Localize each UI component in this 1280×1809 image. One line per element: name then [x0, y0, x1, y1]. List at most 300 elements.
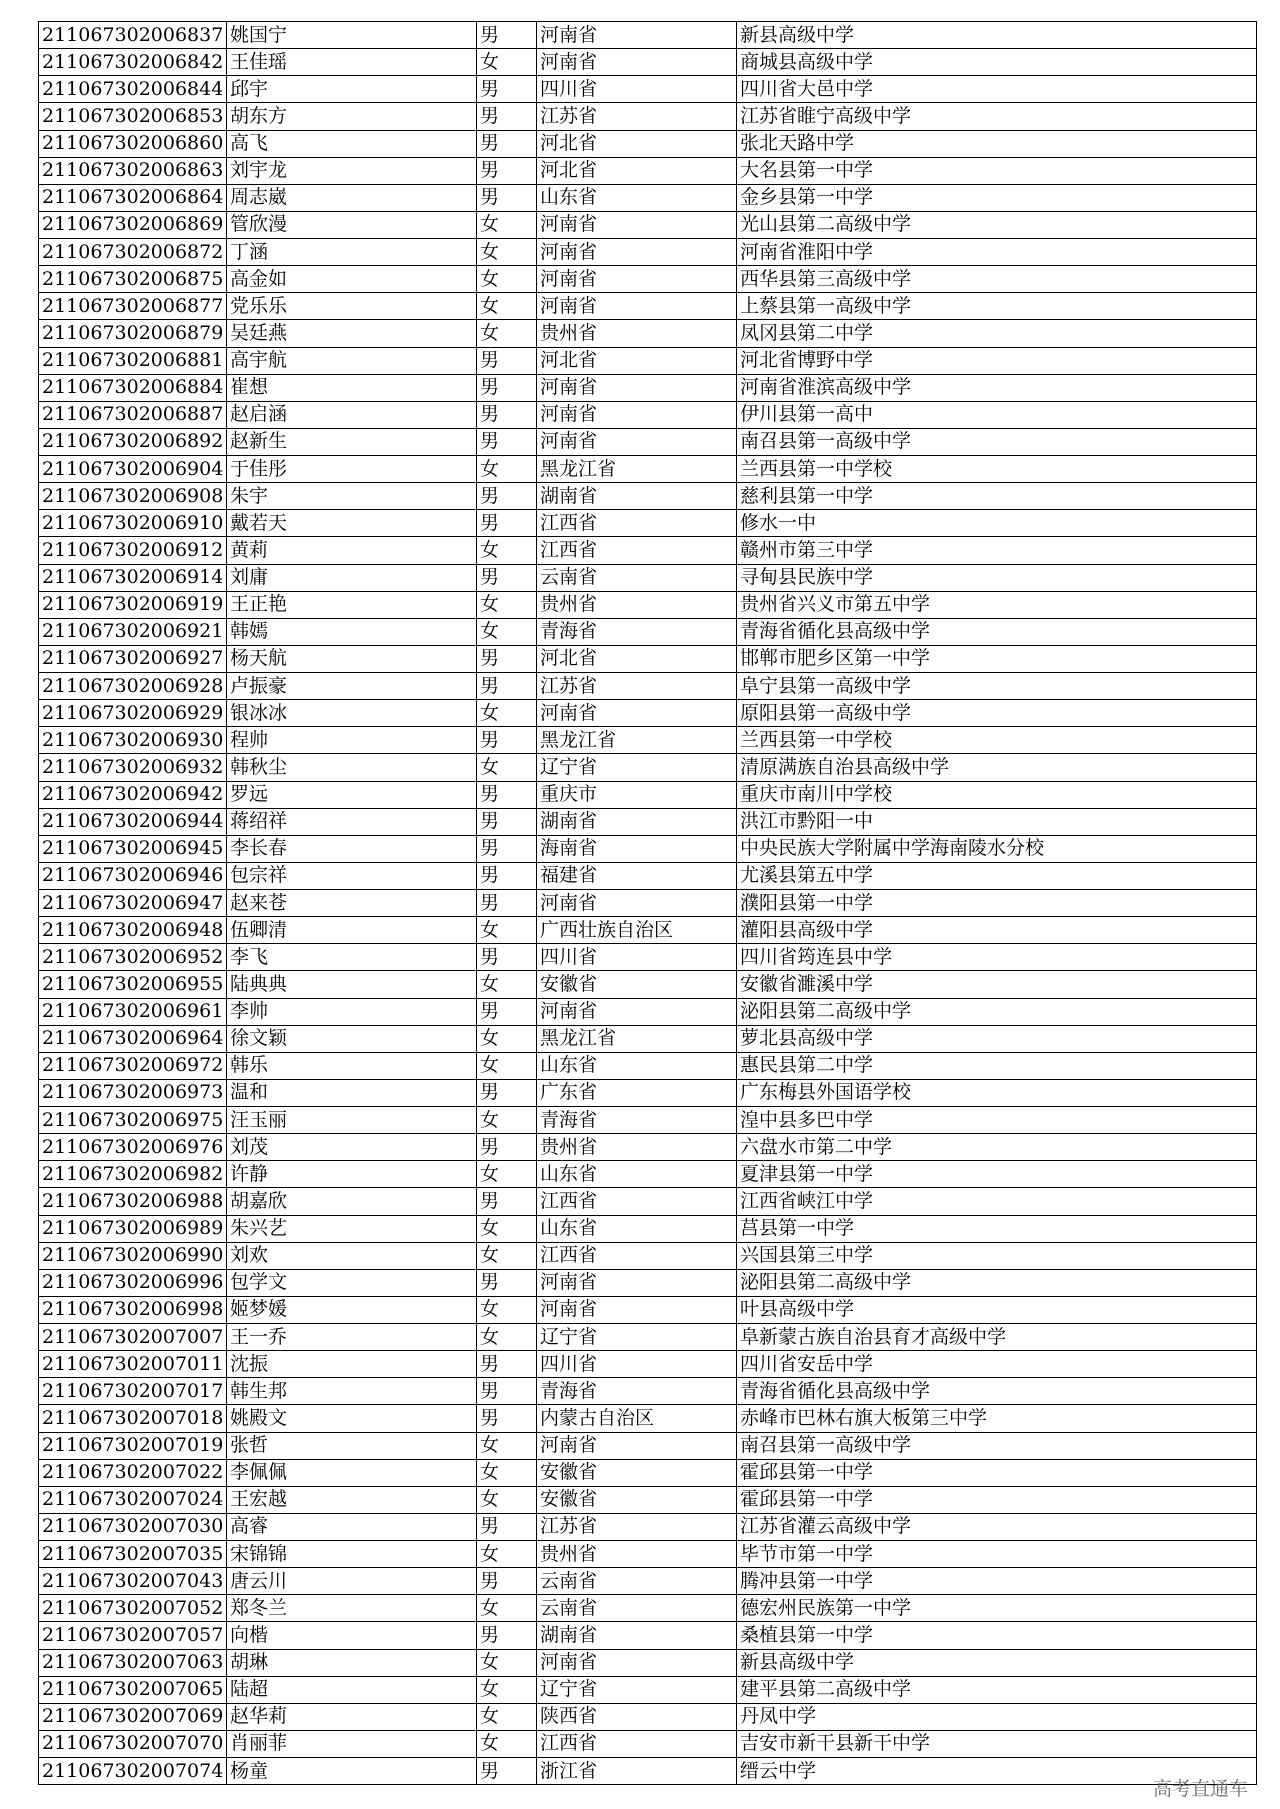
exam-id-cell: 211067302006961 — [39, 998, 227, 1025]
name-cell: 高睿 — [227, 1513, 477, 1540]
table-row — [39, 103, 1257, 130]
name-cell: 王一乔 — [227, 1324, 477, 1351]
name-cell: 银冰冰 — [227, 700, 477, 727]
school-cell: 江苏省灌云高级中学 — [737, 1513, 1257, 1540]
exam-id-cell: 211067302007063 — [39, 1649, 227, 1676]
table-row — [39, 1079, 1257, 1106]
exam-id-cell: 211067302006973 — [39, 1079, 227, 1106]
province-cell: 安徽省 — [537, 971, 737, 998]
school-cell: 泌阳县第二高级中学 — [737, 1269, 1257, 1296]
exam-id-cell: 211067302006869 — [39, 211, 227, 238]
province-cell: 山东省 — [537, 1161, 737, 1188]
table-row — [39, 1405, 1257, 1432]
school-cell: 青海省循化县高级中学 — [737, 1378, 1257, 1405]
table-row — [39, 320, 1257, 347]
exam-id-cell: 211067302007065 — [39, 1676, 227, 1703]
exam-id-cell: 211067302006929 — [39, 700, 227, 727]
name-cell: 伍卿清 — [227, 917, 477, 944]
exam-id-cell: 211067302006928 — [39, 673, 227, 700]
gender-cell: 男 — [477, 1622, 537, 1649]
school-cell: 建平县第二高级中学 — [737, 1676, 1257, 1703]
province-cell: 河北省 — [537, 347, 737, 374]
province-cell: 河南省 — [537, 211, 737, 238]
watermark: 高考直通车 — [1152, 1778, 1248, 1800]
table-row — [39, 971, 1257, 998]
province-cell: 江苏省 — [537, 673, 737, 700]
name-cell: 朱宇 — [227, 483, 477, 510]
name-cell: 高飞 — [227, 130, 477, 157]
gender-cell: 女 — [477, 239, 537, 266]
gender-cell: 女 — [477, 49, 537, 76]
name-cell: 王宏越 — [227, 1486, 477, 1513]
exam-id-cell: 211067302007074 — [39, 1758, 227, 1785]
table-row — [39, 266, 1257, 293]
province-cell: 山东省 — [537, 184, 737, 211]
gender-cell: 女 — [477, 1703, 537, 1730]
province-cell: 陕西省 — [537, 1703, 737, 1730]
gender-cell: 女 — [477, 1676, 537, 1703]
province-cell: 河北省 — [537, 157, 737, 184]
table-row — [39, 1052, 1257, 1079]
gender-cell: 女 — [477, 1459, 537, 1486]
name-cell: 李长春 — [227, 835, 477, 862]
gender-cell: 女 — [477, 700, 537, 727]
exam-id-cell: 211067302006998 — [39, 1296, 227, 1323]
province-cell: 重庆市 — [537, 781, 737, 808]
school-cell: 赤峰市巴林右旗大板第三中学 — [737, 1405, 1257, 1432]
exam-id-cell: 211067302006976 — [39, 1134, 227, 1161]
gender-cell: 男 — [477, 727, 537, 754]
table-row — [39, 1134, 1257, 1161]
name-cell: 赵新生 — [227, 428, 477, 455]
exam-id-cell: 211067302006972 — [39, 1052, 227, 1079]
name-cell: 陆超 — [227, 1676, 477, 1703]
gender-cell: 男 — [477, 347, 537, 374]
gender-cell: 女 — [477, 1432, 537, 1459]
province-cell: 河南省 — [537, 1269, 737, 1296]
exam-id-cell: 211067302007024 — [39, 1486, 227, 1513]
table-row — [39, 835, 1257, 862]
school-cell: 河北省博野中学 — [737, 347, 1257, 374]
province-cell: 河南省 — [537, 266, 737, 293]
table-row — [39, 456, 1257, 483]
exam-id-cell: 211067302007019 — [39, 1432, 227, 1459]
gender-cell: 女 — [477, 456, 537, 483]
exam-id-cell: 211067302006853 — [39, 103, 227, 130]
province-cell: 四川省 — [537, 944, 737, 971]
school-cell: 金乡县第一中学 — [737, 184, 1257, 211]
name-cell: 韩秋尘 — [227, 754, 477, 781]
table-row — [39, 1188, 1257, 1215]
name-cell: 唐云川 — [227, 1568, 477, 1595]
name-cell: 周志崴 — [227, 184, 477, 211]
school-cell: 叶县高级中学 — [737, 1296, 1257, 1323]
name-cell: 汪玉丽 — [227, 1107, 477, 1134]
province-cell: 河南省 — [537, 374, 737, 401]
gender-cell: 男 — [477, 76, 537, 103]
gender-cell: 女 — [477, 211, 537, 238]
gender-cell: 女 — [477, 1107, 537, 1134]
gender-cell: 男 — [477, 1079, 537, 1106]
table-row — [39, 862, 1257, 889]
province-cell: 河北省 — [537, 645, 737, 672]
table-row — [39, 1649, 1257, 1676]
school-cell: 中央民族大学附属中学海南陵水分校 — [737, 835, 1257, 862]
school-cell: 河南省淮滨高级中学 — [737, 374, 1257, 401]
province-cell: 广东省 — [537, 1079, 737, 1106]
province-cell: 山东省 — [537, 1215, 737, 1242]
table-row — [39, 401, 1257, 428]
gender-cell: 男 — [477, 1188, 537, 1215]
gender-cell: 女 — [477, 917, 537, 944]
gender-cell: 女 — [477, 293, 537, 320]
name-cell: 于佳彤 — [227, 456, 477, 483]
gender-cell: 男 — [477, 998, 537, 1025]
table-row — [39, 564, 1257, 591]
name-cell: 包学文 — [227, 1269, 477, 1296]
province-cell: 青海省 — [537, 618, 737, 645]
province-cell: 河南省 — [537, 1649, 737, 1676]
gender-cell: 男 — [477, 374, 537, 401]
school-cell: 尤溪县第五中学 — [737, 862, 1257, 889]
gender-cell: 女 — [477, 754, 537, 781]
school-cell: 重庆市南川中学校 — [737, 781, 1257, 808]
gender-cell: 女 — [477, 1486, 537, 1513]
exam-id-cell: 211067302007070 — [39, 1730, 227, 1757]
school-cell: 西华县第三高级中学 — [737, 266, 1257, 293]
table-row — [39, 1351, 1257, 1378]
name-cell: 包宗祥 — [227, 862, 477, 889]
school-cell: 惠民县第二中学 — [737, 1052, 1257, 1079]
school-cell: 六盘水市第二中学 — [737, 1134, 1257, 1161]
province-cell: 四川省 — [537, 76, 737, 103]
exam-id-cell: 211067302006892 — [39, 428, 227, 455]
exam-id-cell: 211067302007052 — [39, 1595, 227, 1622]
gender-cell: 男 — [477, 157, 537, 184]
name-cell: 赵来苍 — [227, 890, 477, 917]
gender-cell: 男 — [477, 1568, 537, 1595]
province-cell: 福建省 — [537, 862, 737, 889]
name-cell: 赵华莉 — [227, 1703, 477, 1730]
exam-id-cell: 211067302006875 — [39, 266, 227, 293]
province-cell: 江西省 — [537, 510, 737, 537]
table-row — [39, 1242, 1257, 1269]
table-row — [39, 1161, 1257, 1188]
table-row — [39, 1486, 1257, 1513]
table-row — [39, 483, 1257, 510]
name-cell: 卢振豪 — [227, 673, 477, 700]
table-row — [39, 49, 1257, 76]
school-cell: 原阳县第一高级中学 — [737, 700, 1257, 727]
province-cell: 江西省 — [537, 537, 737, 564]
name-cell: 刘欢 — [227, 1242, 477, 1269]
exam-id-cell: 211067302006932 — [39, 754, 227, 781]
table-row — [39, 1025, 1257, 1052]
school-cell: 青海省循化县高级中学 — [737, 618, 1257, 645]
gender-cell: 男 — [477, 944, 537, 971]
province-cell: 河南省 — [537, 239, 737, 266]
exam-id-cell: 211067302006952 — [39, 944, 227, 971]
exam-id-cell: 211067302007011 — [39, 1351, 227, 1378]
gender-cell: 女 — [477, 1595, 537, 1622]
province-cell: 黑龙江省 — [537, 456, 737, 483]
name-cell: 许静 — [227, 1161, 477, 1188]
name-cell: 刘茂 — [227, 1134, 477, 1161]
exam-id-cell: 211067302006842 — [39, 49, 227, 76]
province-cell: 河南省 — [537, 998, 737, 1025]
table-row — [39, 917, 1257, 944]
name-cell: 李帅 — [227, 998, 477, 1025]
name-cell: 蒋绍祥 — [227, 808, 477, 835]
province-cell: 青海省 — [537, 1378, 737, 1405]
table-row — [39, 1622, 1257, 1649]
gender-cell: 男 — [477, 510, 537, 537]
exam-id-cell: 211067302006975 — [39, 1107, 227, 1134]
province-cell: 河南省 — [537, 49, 737, 76]
name-cell: 丁涵 — [227, 239, 477, 266]
table-row — [39, 1513, 1257, 1540]
school-cell: 桑植县第一中学 — [737, 1622, 1257, 1649]
exam-id-cell: 211067302006948 — [39, 917, 227, 944]
gender-cell: 女 — [477, 266, 537, 293]
gender-cell: 女 — [477, 537, 537, 564]
table-row — [39, 184, 1257, 211]
table-row — [39, 890, 1257, 917]
table-row — [39, 1215, 1257, 1242]
province-cell: 河南省 — [537, 401, 737, 428]
school-cell: 南召县第一高级中学 — [737, 428, 1257, 455]
school-cell: 南召县第一高级中学 — [737, 1432, 1257, 1459]
province-cell: 云南省 — [537, 1595, 737, 1622]
name-cell: 王佳瑶 — [227, 49, 477, 76]
name-cell: 崔想 — [227, 374, 477, 401]
table-row — [39, 645, 1257, 672]
province-cell: 浙江省 — [537, 1758, 737, 1785]
exam-id-cell: 211067302006982 — [39, 1161, 227, 1188]
exam-id-cell: 211067302006947 — [39, 890, 227, 917]
gender-cell: 男 — [477, 1351, 537, 1378]
province-cell: 黑龙江省 — [537, 727, 737, 754]
gender-cell: 女 — [477, 1296, 537, 1323]
exam-id-cell: 211067302006904 — [39, 456, 227, 483]
gender-cell: 女 — [477, 1025, 537, 1052]
school-cell: 萝北县高级中学 — [737, 1025, 1257, 1052]
gender-cell: 男 — [477, 890, 537, 917]
province-cell: 湖南省 — [537, 808, 737, 835]
school-cell: 邯郸市肥乡区第一中学 — [737, 645, 1257, 672]
student-roster-table — [38, 21, 1257, 1785]
name-cell: 肖丽菲 — [227, 1730, 477, 1757]
exam-id-cell: 211067302007018 — [39, 1405, 227, 1432]
exam-id-cell: 211067302007030 — [39, 1513, 227, 1540]
exam-id-cell: 211067302006927 — [39, 645, 227, 672]
province-cell: 江苏省 — [537, 1513, 737, 1540]
school-cell: 贵州省兴义市第五中学 — [737, 591, 1257, 618]
gender-cell: 男 — [477, 1405, 537, 1432]
table-row — [39, 754, 1257, 781]
school-cell: 湟中县多巴中学 — [737, 1107, 1257, 1134]
province-cell: 山东省 — [537, 1052, 737, 1079]
exam-id-cell: 211067302006945 — [39, 835, 227, 862]
exam-id-cell: 211067302006921 — [39, 618, 227, 645]
name-cell: 刘庸 — [227, 564, 477, 591]
gender-cell: 女 — [477, 1215, 537, 1242]
gender-cell: 男 — [477, 835, 537, 862]
table-row — [39, 944, 1257, 971]
gender-cell: 女 — [477, 1242, 537, 1269]
gender-cell: 男 — [477, 103, 537, 130]
table-row — [39, 347, 1257, 374]
table-row — [39, 130, 1257, 157]
table-row — [39, 1432, 1257, 1459]
province-cell: 河南省 — [537, 1296, 737, 1323]
school-cell: 伊川县第一高中 — [737, 401, 1257, 428]
exam-id-cell: 211067302006996 — [39, 1269, 227, 1296]
school-cell: 兴国县第三中学 — [737, 1242, 1257, 1269]
school-cell: 腾冲县第一中学 — [737, 1568, 1257, 1595]
gender-cell: 女 — [477, 1161, 537, 1188]
gender-cell: 男 — [477, 130, 537, 157]
name-cell: 韩乐 — [227, 1052, 477, 1079]
name-cell: 刘宇龙 — [227, 157, 477, 184]
exam-id-cell: 211067302006912 — [39, 537, 227, 564]
table-row — [39, 1269, 1257, 1296]
exam-id-cell: 211067302007069 — [39, 1703, 227, 1730]
name-cell: 杨童 — [227, 1758, 477, 1785]
name-cell: 王正艳 — [227, 591, 477, 618]
school-cell: 江西省峡江中学 — [737, 1188, 1257, 1215]
name-cell: 沈振 — [227, 1351, 477, 1378]
gender-cell: 男 — [477, 22, 537, 49]
school-cell: 四川省大邑中学 — [737, 76, 1257, 103]
name-cell: 高宇航 — [227, 347, 477, 374]
school-cell: 张北天路中学 — [737, 130, 1257, 157]
school-cell: 大名县第一中学 — [737, 157, 1257, 184]
school-cell: 缙云中学 — [737, 1758, 1257, 1785]
table-row — [39, 808, 1257, 835]
exam-id-cell: 211067302006946 — [39, 862, 227, 889]
table-row — [39, 1541, 1257, 1568]
province-cell: 贵州省 — [537, 1541, 737, 1568]
exam-id-cell: 211067302006879 — [39, 320, 227, 347]
province-cell: 安徽省 — [537, 1486, 737, 1513]
name-cell: 邱宇 — [227, 76, 477, 103]
name-cell: 向楷 — [227, 1622, 477, 1649]
gender-cell: 女 — [477, 591, 537, 618]
table-row — [39, 727, 1257, 754]
table-row — [39, 428, 1257, 455]
province-cell: 江西省 — [537, 1730, 737, 1757]
exam-id-cell: 211067302007017 — [39, 1378, 227, 1405]
table-row — [39, 1324, 1257, 1351]
school-cell: 灌阳县高级中学 — [737, 917, 1257, 944]
province-cell: 河南省 — [537, 293, 737, 320]
table-row — [39, 591, 1257, 618]
exam-id-cell: 211067302006844 — [39, 76, 227, 103]
school-cell: 凤冈县第二中学 — [737, 320, 1257, 347]
exam-id-cell: 211067302006930 — [39, 727, 227, 754]
school-cell: 四川省筠连县中学 — [737, 944, 1257, 971]
gender-cell: 男 — [477, 1269, 537, 1296]
school-cell: 商城县高级中学 — [737, 49, 1257, 76]
school-cell: 吉安市新干县新干中学 — [737, 1730, 1257, 1757]
province-cell: 贵州省 — [537, 1134, 737, 1161]
school-cell: 濮阳县第一中学 — [737, 890, 1257, 917]
name-cell: 韩生邦 — [227, 1378, 477, 1405]
school-cell: 德宏州民族第一中学 — [737, 1595, 1257, 1622]
exam-id-cell: 211067302006944 — [39, 808, 227, 835]
province-cell: 贵州省 — [537, 591, 737, 618]
table-row — [39, 1730, 1257, 1757]
name-cell: 黄莉 — [227, 537, 477, 564]
exam-id-cell: 211067302006860 — [39, 130, 227, 157]
gender-cell: 男 — [477, 862, 537, 889]
name-cell: 胡东方 — [227, 103, 477, 130]
roster-body — [39, 22, 1257, 1785]
exam-id-cell: 211067302006877 — [39, 293, 227, 320]
exam-id-cell: 211067302006989 — [39, 1215, 227, 1242]
province-cell: 湖南省 — [537, 1622, 737, 1649]
exam-id-cell: 211067302006990 — [39, 1242, 227, 1269]
gender-cell: 男 — [477, 428, 537, 455]
school-cell: 霍邱县第一中学 — [737, 1459, 1257, 1486]
table-row — [39, 510, 1257, 537]
table-row — [39, 157, 1257, 184]
province-cell: 黑龙江省 — [537, 1025, 737, 1052]
exam-id-cell: 211067302006837 — [39, 22, 227, 49]
school-cell: 光山县第二高级中学 — [737, 211, 1257, 238]
province-cell: 四川省 — [537, 1351, 737, 1378]
table-row — [39, 76, 1257, 103]
table-row — [39, 1676, 1257, 1703]
name-cell: 张哲 — [227, 1432, 477, 1459]
exam-id-cell: 211067302006919 — [39, 591, 227, 618]
province-cell: 河南省 — [537, 700, 737, 727]
school-cell: 河南省淮阳中学 — [737, 239, 1257, 266]
exam-id-cell: 211067302006884 — [39, 374, 227, 401]
name-cell: 党乐乐 — [227, 293, 477, 320]
exam-id-cell: 211067302006887 — [39, 401, 227, 428]
province-cell: 云南省 — [537, 1568, 737, 1595]
gender-cell: 男 — [477, 1378, 537, 1405]
exam-id-cell: 211067302006964 — [39, 1025, 227, 1052]
name-cell: 宋锦锦 — [227, 1541, 477, 1568]
school-cell: 莒县第一中学 — [737, 1215, 1257, 1242]
province-cell: 辽宁省 — [537, 1324, 737, 1351]
exam-id-cell: 211067302007007 — [39, 1324, 227, 1351]
province-cell: 内蒙古自治区 — [537, 1405, 737, 1432]
gender-cell: 男 — [477, 1758, 537, 1785]
name-cell: 姚殿文 — [227, 1405, 477, 1432]
province-cell: 安徽省 — [537, 1459, 737, 1486]
gender-cell: 男 — [477, 1134, 537, 1161]
province-cell: 辽宁省 — [537, 754, 737, 781]
name-cell: 韩嫣 — [227, 618, 477, 645]
table-row — [39, 1595, 1257, 1622]
table-row — [39, 673, 1257, 700]
exam-id-cell: 211067302006910 — [39, 510, 227, 537]
province-cell: 河南省 — [537, 428, 737, 455]
gender-cell: 女 — [477, 1052, 537, 1079]
province-cell: 河南省 — [537, 890, 737, 917]
name-cell: 郑冬兰 — [227, 1595, 477, 1622]
exam-id-cell: 211067302006872 — [39, 239, 227, 266]
table-row — [39, 239, 1257, 266]
name-cell: 管欣漫 — [227, 211, 477, 238]
exam-id-cell: 211067302006955 — [39, 971, 227, 998]
province-cell: 河北省 — [537, 130, 737, 157]
school-cell: 兰西县第一中学校 — [737, 727, 1257, 754]
